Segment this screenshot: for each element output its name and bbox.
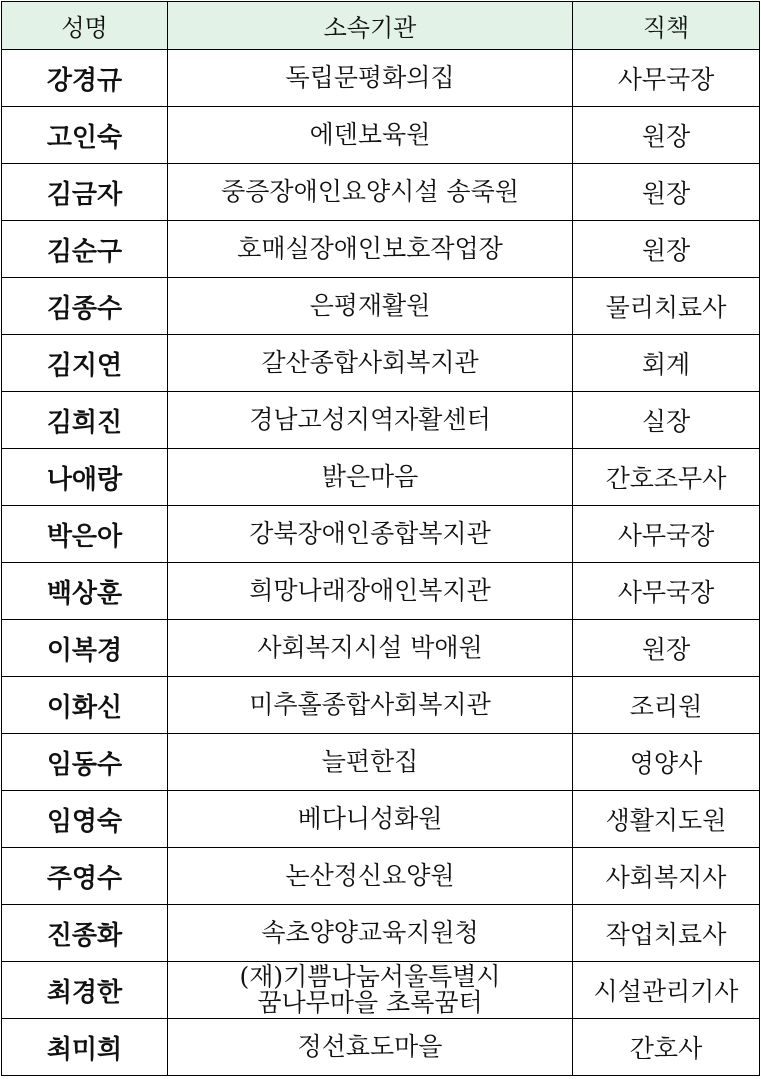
name-cell: 백상훈 xyxy=(2,563,168,620)
title-cell: 영양사 xyxy=(573,734,760,791)
table-row xyxy=(2,734,760,791)
name-cell: 김순구 xyxy=(2,221,168,278)
title-cell: 원장 xyxy=(573,107,760,164)
title-cell: 회계 xyxy=(573,335,760,392)
name-cell: 김지연 xyxy=(2,335,168,392)
org-cell xyxy=(168,563,573,620)
org-cell xyxy=(168,905,573,962)
table-row xyxy=(2,50,760,107)
org-cell xyxy=(168,677,573,734)
table-row xyxy=(2,791,760,848)
name-cell: 최미희 xyxy=(2,1019,168,1076)
table-row xyxy=(2,905,760,962)
header-org: 소속기관 xyxy=(168,2,573,50)
title-cell: 사무국장 xyxy=(573,50,760,107)
name-cell: 박은아 xyxy=(2,506,168,563)
table-row xyxy=(2,107,760,164)
name-cell: 이복경 xyxy=(2,620,168,677)
name-cell: 주영수 xyxy=(2,848,168,905)
org-line: 호매실장애인보호작업장 xyxy=(237,234,503,263)
org-cell xyxy=(168,1019,573,1076)
table-header xyxy=(2,2,760,50)
name-cell: 고인숙 xyxy=(2,107,168,164)
name-cell: 최경한 xyxy=(2,962,168,1019)
org-line: 밝은마음 xyxy=(321,462,419,491)
title-cell: 간호사 xyxy=(573,1019,760,1076)
org-cell xyxy=(168,107,573,164)
name-cell: 강경규 xyxy=(2,50,168,107)
name-cell: 임동수 xyxy=(2,734,168,791)
name-cell: 김종수 xyxy=(2,278,168,335)
staff-table xyxy=(1,1,760,1076)
name-cell: 김금자 xyxy=(2,164,168,221)
org-line: 경남고성지역자활센터 xyxy=(249,405,491,434)
org-cell xyxy=(168,848,573,905)
table-row xyxy=(2,848,760,905)
org-cell xyxy=(168,164,573,221)
name-cell: 김희진 xyxy=(2,392,168,449)
title-cell: 사회복지사 xyxy=(573,848,760,905)
table-row xyxy=(2,620,760,677)
org-cell xyxy=(168,962,573,1019)
table-row xyxy=(2,1019,760,1076)
org-line: 희망나래장애인복지관 xyxy=(249,576,491,605)
org-cell xyxy=(168,221,573,278)
org-line: 에덴보육원 xyxy=(309,120,431,149)
org-cell xyxy=(168,392,573,449)
table-row xyxy=(2,221,760,278)
table-row xyxy=(2,962,760,1019)
table-row xyxy=(2,506,760,563)
title-cell: 원장 xyxy=(573,164,760,221)
title-cell: 원장 xyxy=(573,620,760,677)
header-row xyxy=(2,2,760,50)
title-cell: 원장 xyxy=(573,221,760,278)
name-cell: 이화신 xyxy=(2,677,168,734)
title-cell: 시설관리기사 xyxy=(573,962,760,1019)
org-cell xyxy=(168,335,573,392)
org-cell xyxy=(168,278,573,335)
name-cell: 임영숙 xyxy=(2,791,168,848)
table-row xyxy=(2,449,760,506)
org-cell xyxy=(168,620,573,677)
table-row xyxy=(2,335,760,392)
org-line: 중증장애인요양시설 송죽원 xyxy=(221,177,519,206)
title-cell: 조리원 xyxy=(573,677,760,734)
org-line: 꿈나무마을 초록꿈터 xyxy=(257,988,483,1017)
org-line: 미추홀종합사회복지관 xyxy=(249,690,491,719)
org-line: 독립문평화의집 xyxy=(285,63,455,92)
org-line: 늘편한집 xyxy=(321,747,419,776)
table-body xyxy=(2,50,760,1076)
table-row xyxy=(2,164,760,221)
org-line: 논산정신요양원 xyxy=(285,861,455,890)
org-cell xyxy=(168,50,573,107)
org-line: (재)기쁨나눔서울특별시 xyxy=(239,962,501,991)
title-cell: 실장 xyxy=(573,392,760,449)
org-cell xyxy=(168,734,573,791)
org-cell xyxy=(168,449,573,506)
header-name: 성명 xyxy=(2,2,168,50)
title-cell: 간호조무사 xyxy=(573,449,760,506)
org-cell xyxy=(168,791,573,848)
table-row xyxy=(2,677,760,734)
org-line: 속초양양교육지원청 xyxy=(261,918,479,947)
org-line: 갈산종합사회복지관 xyxy=(261,348,479,377)
title-cell: 사무국장 xyxy=(573,563,760,620)
name-cell: 나애랑 xyxy=(2,449,168,506)
header-title: 직책 xyxy=(573,2,760,50)
org-line: 강북장애인종합복지관 xyxy=(249,519,491,548)
table-row xyxy=(2,392,760,449)
table-row xyxy=(2,563,760,620)
table-row xyxy=(2,278,760,335)
org-cell xyxy=(168,506,573,563)
title-cell: 작업치료사 xyxy=(573,905,760,962)
title-cell: 생활지도원 xyxy=(573,791,760,848)
org-line: 정선효도마을 xyxy=(297,1032,443,1061)
name-cell: 진종화 xyxy=(2,905,168,962)
title-cell: 물리치료사 xyxy=(573,278,760,335)
org-line: 은평재활원 xyxy=(309,291,431,320)
org-line: 사회복지시설 박애원 xyxy=(257,633,483,662)
title-cell: 사무국장 xyxy=(573,506,760,563)
org-line: 베다니성화원 xyxy=(297,804,443,833)
